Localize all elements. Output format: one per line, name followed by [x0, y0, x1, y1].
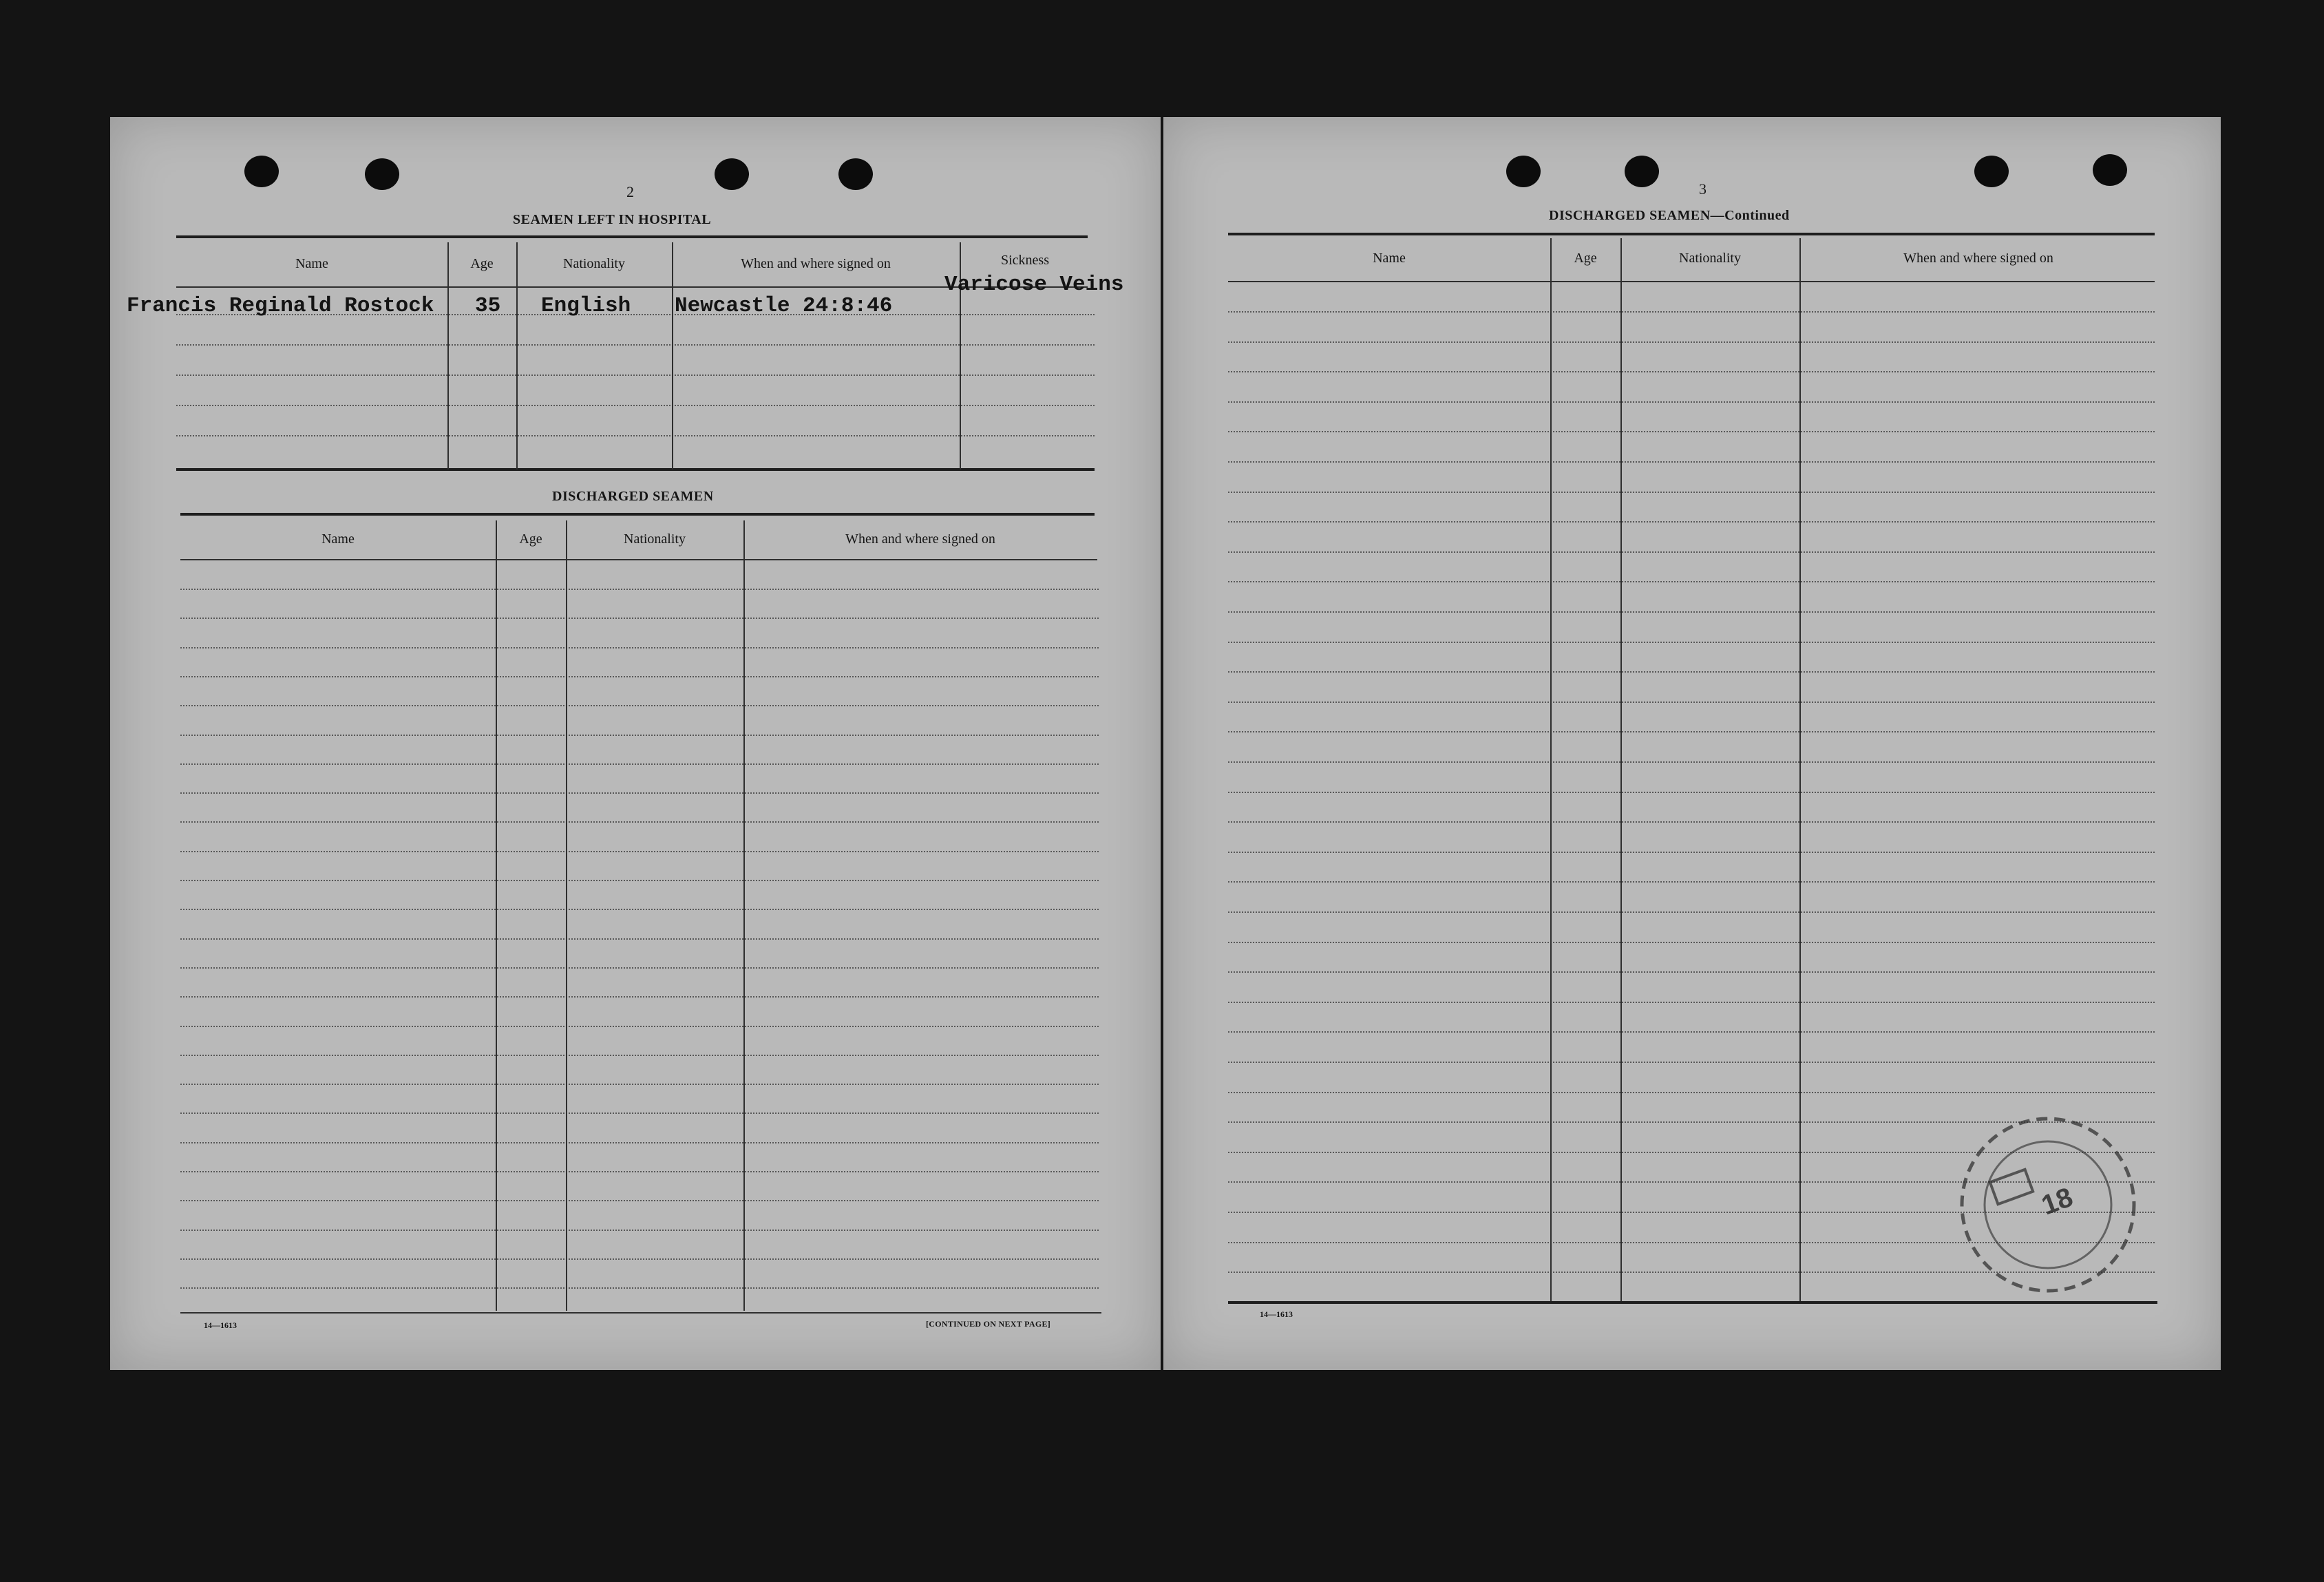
punch-hole: [1506, 156, 1541, 187]
hospital-entry-name: Francis Reginald Rostock: [127, 294, 434, 318]
punch-hole: [1625, 156, 1659, 187]
entry-line: [180, 938, 1099, 940]
entry-line: [1228, 792, 2155, 793]
stamp-day: 18: [2038, 1181, 2077, 1221]
col-nationality: Nationality: [563, 256, 625, 271]
entry-line: [180, 1171, 1099, 1172]
entry-line: [176, 375, 1095, 376]
table-rule: [180, 1312, 1101, 1314]
column-divider: [743, 520, 745, 1311]
entry-line: [1228, 1031, 2155, 1033]
column-divider: [1799, 238, 1801, 1301]
hospital-entry-signed-on: Newcastle 24:8:46: [675, 294, 893, 318]
table-rule: [176, 468, 1095, 471]
entry-line: [180, 851, 1099, 852]
column-divider: [672, 242, 673, 470]
entry-line: [180, 1112, 1099, 1114]
punch-hole: [838, 158, 873, 190]
col-age: Age: [1574, 251, 1597, 266]
entry-line: [180, 1230, 1099, 1231]
hospital-entry-age: 35: [475, 294, 501, 318]
entry-line: [1228, 702, 2155, 703]
entry-line: [1228, 461, 2155, 463]
entry-line: [180, 909, 1099, 910]
entry-line: [180, 996, 1099, 998]
entry-line: [180, 880, 1099, 881]
table-rule: [180, 559, 1097, 560]
entry-line: [180, 792, 1099, 794]
discharged-continued-title: DISCHARGED SEAMEN—Continued: [1549, 208, 1790, 223]
col-signed-on: When and where signed on: [845, 531, 995, 547]
entry-line: [1228, 671, 2155, 673]
form-number: 14—1613: [204, 1320, 237, 1330]
entry-line: [180, 589, 1099, 590]
entry-line: [180, 1084, 1099, 1085]
entry-line: [1228, 731, 2155, 732]
col-name: Name: [295, 256, 328, 271]
entry-line: [1228, 371, 2155, 372]
hospital-section-title: SEAMEN LEFT IN HOSPITAL: [513, 212, 712, 227]
entry-line: [180, 1258, 1099, 1260]
column-divider: [447, 242, 449, 470]
col-name: Name: [1373, 251, 1406, 266]
entry-line: [176, 435, 1095, 436]
entry-line: [180, 763, 1099, 765]
page-number: 2: [626, 183, 634, 200]
column-divider: [516, 242, 518, 470]
entry-line: [1228, 401, 2155, 403]
column-divider: [566, 520, 567, 1311]
entry-line: [1228, 492, 2155, 493]
entry-line: [1228, 881, 2155, 883]
col-nationality: Nationality: [624, 531, 686, 547]
entry-line: [180, 1026, 1099, 1027]
entry-line: [1228, 821, 2155, 823]
col-name: Name: [321, 531, 355, 547]
entry-line: [1228, 852, 2155, 853]
column-divider: [1550, 238, 1552, 1301]
entry-line: [180, 647, 1099, 648]
punch-hole: [365, 158, 399, 190]
table-rule: [180, 513, 1095, 516]
col-age: Age: [470, 256, 494, 271]
entry-line: [1228, 911, 2155, 913]
entry-line: [1228, 581, 2155, 582]
entry-line: [1228, 521, 2155, 523]
table-rule: [1228, 281, 2155, 282]
entry-line: [180, 1142, 1099, 1143]
col-nationality: Nationality: [1679, 251, 1741, 266]
entry-line: [180, 676, 1099, 677]
entry-line: [1228, 311, 2155, 313]
entry-line: [180, 821, 1099, 823]
entry-line: [180, 1200, 1099, 1201]
col-signed-on: When and where signed on: [1903, 251, 2053, 266]
entry-line: [1228, 341, 2155, 343]
punch-hole: [1974, 156, 2009, 187]
column-divider: [1620, 238, 1622, 1301]
punch-hole: [244, 156, 279, 187]
entry-line: [1228, 971, 2155, 973]
entry-line: [1228, 1002, 2155, 1003]
discharged-section-title: DISCHARGED SEAMEN: [552, 489, 714, 504]
entry-line: [176, 405, 1095, 406]
entry-line: [1228, 551, 2155, 553]
date-stamp: [1955, 1112, 2141, 1298]
entry-line: [1228, 611, 2155, 613]
page-number: 3: [1699, 180, 1707, 198]
entry-line: [1228, 431, 2155, 432]
entry-line: [1228, 1062, 2155, 1063]
col-signed-on: When and where signed on: [741, 256, 891, 271]
entry-line: [180, 1055, 1099, 1056]
entry-line: [180, 1287, 1099, 1289]
entry-line: [176, 344, 1095, 346]
entry-line: [1228, 1092, 2155, 1093]
col-sickness: Sickness: [1001, 253, 1049, 268]
entry-line: [180, 705, 1099, 706]
entry-line: [1228, 942, 2155, 943]
form-number: 14—1613: [1260, 1309, 1293, 1319]
table-rule: [1228, 1301, 2157, 1304]
hospital-entry-nationality: English: [541, 294, 631, 318]
table-rule: [176, 235, 1088, 238]
entry-line: [1228, 642, 2155, 643]
entry-line: [1228, 761, 2155, 763]
continued-note: [CONTINUED ON NEXT PAGE]: [926, 1319, 1051, 1329]
entry-line: [180, 735, 1099, 736]
punch-hole: [715, 158, 749, 190]
punch-hole: [2093, 154, 2127, 186]
hospital-entry-sickness: Varicose Veins: [944, 273, 1124, 297]
table-rule: [1228, 233, 2155, 235]
entry-line: [180, 618, 1099, 619]
column-divider: [496, 520, 497, 1311]
col-age: Age: [519, 531, 542, 547]
entry-line: [180, 967, 1099, 969]
